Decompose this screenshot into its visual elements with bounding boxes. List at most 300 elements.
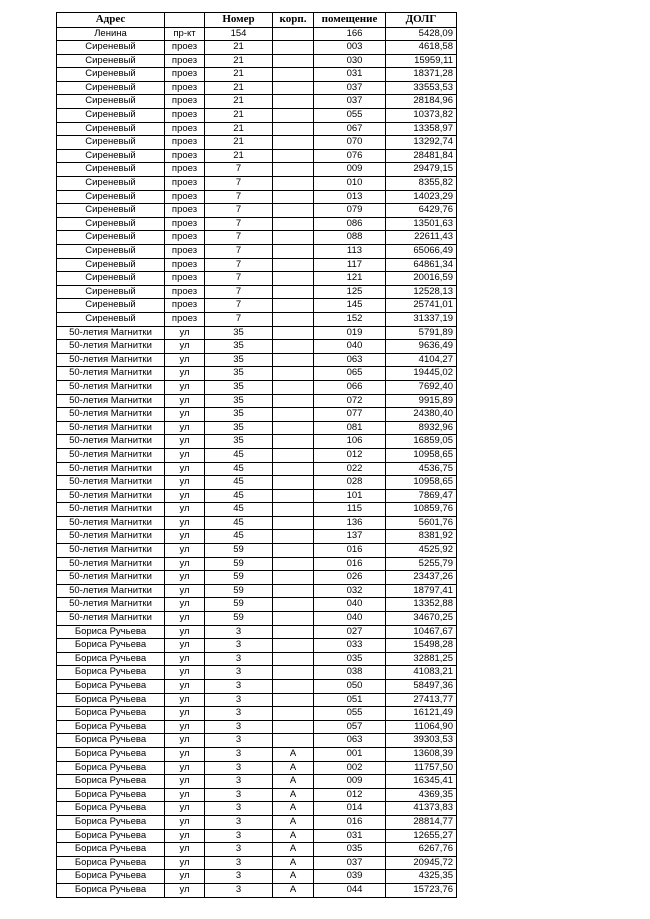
cell-number: 3 [205,680,273,694]
cell-number: 7 [205,285,273,299]
cell-debt: 27413,77 [386,693,457,707]
cell-room: 077 [314,408,386,422]
cell-number: 45 [205,489,273,503]
cell-debt: 15723,76 [386,883,457,897]
cell-address: Бориса Ручьева [57,720,165,734]
cell-address: 50-летия Магнитки [57,544,165,558]
cell-number: 59 [205,557,273,571]
cell-street-type: ул [165,747,205,761]
cell-number: 3 [205,693,273,707]
cell-address: Сиреневый [57,95,165,109]
cell-room: 001 [314,747,386,761]
cell-address: 50-летия Магнитки [57,612,165,626]
cell-debt: 13501,63 [386,217,457,231]
cell-address: Сиреневый [57,272,165,286]
cell-number: 3 [205,802,273,816]
table-row [57,802,457,816]
cell-room: 009 [314,775,386,789]
table-row [57,190,457,204]
cell-debt: 58497,36 [386,680,457,694]
cell-building [273,462,314,476]
cell-debt: 31337,19 [386,312,457,326]
cell-address: Сиреневый [57,68,165,82]
cell-number: 3 [205,707,273,721]
cell-street-type: ул [165,394,205,408]
table-row [57,394,457,408]
cell-building [273,27,314,41]
cell-number: 3 [205,625,273,639]
cell-number: 21 [205,149,273,163]
cell-street-type: ул [165,639,205,653]
table-row [57,584,457,598]
cell-address: 50-летия Магнитки [57,584,165,598]
cell-debt: 7692,40 [386,380,457,394]
table-row [57,775,457,789]
cell-address: Сиреневый [57,163,165,177]
table-row [57,870,457,884]
cell-street-type: проез [165,272,205,286]
cell-address: Бориса Ручьева [57,761,165,775]
cell-street-type: ул [165,788,205,802]
cell-number: 45 [205,530,273,544]
cell-street-type: ул [165,380,205,394]
table-row [57,27,457,41]
table-row [57,625,457,639]
cell-number: 3 [205,747,273,761]
cell-debt: 13608,39 [386,747,457,761]
cell-street-type: пр-кт [165,27,205,41]
cell-room: 009 [314,163,386,177]
cell-debt: 39303,53 [386,734,457,748]
cell-building [273,408,314,422]
table-row [57,177,457,191]
cell-debt: 7869,47 [386,489,457,503]
cell-building [273,136,314,150]
cell-number: 21 [205,68,273,82]
cell-address: Сиреневый [57,258,165,272]
table-row [57,856,457,870]
cell-room: 031 [314,68,386,82]
cell-street-type: проез [165,136,205,150]
cell-address: Бориса Ручьева [57,802,165,816]
cell-number: 35 [205,435,273,449]
cell-building [273,149,314,163]
cell-number: 35 [205,340,273,354]
cell-address: Сиреневый [57,109,165,123]
table-row [57,476,457,490]
cell-room: 057 [314,720,386,734]
cell-street-type: ул [165,680,205,694]
cell-room: 067 [314,122,386,136]
cell-address: Сиреневый [57,245,165,259]
cell-building: А [273,856,314,870]
cell-room: 044 [314,883,386,897]
cell-building [273,394,314,408]
cell-address: Бориса Ручьева [57,747,165,761]
cell-building [273,204,314,218]
cell-debt: 8932,96 [386,421,457,435]
cell-room: 166 [314,27,386,41]
cell-number: 3 [205,883,273,897]
cell-room: 088 [314,231,386,245]
cell-building [273,326,314,340]
cell-street-type: ул [165,720,205,734]
table-row [57,666,457,680]
cell-room: 016 [314,557,386,571]
table-row [57,285,457,299]
cell-room: 055 [314,109,386,123]
table-row [57,720,457,734]
cell-room: 115 [314,503,386,517]
cell-street-type: проез [165,285,205,299]
cell-address: 50-летия Магнитки [57,353,165,367]
cell-street-type: проез [165,41,205,55]
cell-address: Бориса Ручьева [57,775,165,789]
cell-room: 030 [314,54,386,68]
cell-number: 3 [205,720,273,734]
cell-building [273,122,314,136]
table-row [57,435,457,449]
table-row [57,353,457,367]
table-row [57,530,457,544]
table-row [57,544,457,558]
cell-address: 50-летия Магнитки [57,340,165,354]
cell-room: 065 [314,367,386,381]
cell-number: 35 [205,408,273,422]
cell-address: Ленина [57,27,165,41]
cell-number: 21 [205,136,273,150]
cell-street-type: ул [165,843,205,857]
cell-debt: 12655,27 [386,829,457,843]
cell-address: 50-летия Магнитки [57,516,165,530]
cell-address: 50-летия Магнитки [57,462,165,476]
cell-building [273,81,314,95]
cell-street-type: ул [165,476,205,490]
cell-room: 076 [314,149,386,163]
cell-room: 081 [314,421,386,435]
cell-street-type: ул [165,326,205,340]
cell-street-type: ул [165,448,205,462]
table-row [57,258,457,272]
cell-room: 039 [314,870,386,884]
cell-building [273,380,314,394]
cell-street-type: ул [165,408,205,422]
cell-room: 014 [314,802,386,816]
cell-street-type: ул [165,530,205,544]
table-row [57,95,457,109]
cell-debt: 9636,49 [386,340,457,354]
cell-debt: 28481,84 [386,149,457,163]
cell-address: Бориса Ручьева [57,870,165,884]
cell-address: Бориса Ручьева [57,843,165,857]
cell-address: 50-летия Магнитки [57,435,165,449]
cell-street-type: проез [165,54,205,68]
cell-room: 066 [314,380,386,394]
cell-number: 7 [205,217,273,231]
cell-debt: 18797,41 [386,584,457,598]
cell-number: 21 [205,109,273,123]
cell-room: 003 [314,41,386,55]
cell-street-type: ул [165,829,205,843]
cell-street-type: ул [165,489,205,503]
cell-building [273,652,314,666]
cell-debt: 11757,50 [386,761,457,775]
cell-debt: 41083,21 [386,666,457,680]
cell-debt: 65066,49 [386,245,457,259]
cell-room: 063 [314,734,386,748]
cell-building [273,41,314,55]
cell-debt: 11064,90 [386,720,457,734]
cell-building: А [273,775,314,789]
cell-number: 21 [205,122,273,136]
cell-address: Сиреневый [57,285,165,299]
cell-street-type: ул [165,421,205,435]
table-row [57,843,457,857]
cell-room: 040 [314,612,386,626]
table-row [57,707,457,721]
cell-building [273,367,314,381]
cell-room: 055 [314,707,386,721]
cell-room: 016 [314,815,386,829]
cell-building [273,163,314,177]
table-row [57,217,457,231]
cell-building [273,707,314,721]
cell-address: Сиреневый [57,149,165,163]
cell-address: Бориса Ручьева [57,829,165,843]
cell-number: 45 [205,516,273,530]
cell-room: 012 [314,448,386,462]
cell-street-type: проез [165,81,205,95]
cell-address: Бориса Ручьева [57,693,165,707]
cell-building [273,435,314,449]
cell-address: Сиреневый [57,41,165,55]
cell-address: 50-летия Магнитки [57,557,165,571]
cell-building [273,612,314,626]
table-row [57,109,457,123]
table-row [57,761,457,775]
table-row [57,557,457,571]
cell-debt: 29479,15 [386,163,457,177]
cell-street-type: проез [165,163,205,177]
cell-number: 59 [205,584,273,598]
cell-address: Сиреневый [57,54,165,68]
cell-street-type: проез [165,95,205,109]
cell-building [273,258,314,272]
table-row [57,734,457,748]
cell-street-type: ул [165,462,205,476]
cell-street-type: ул [165,652,205,666]
cell-address: Сиреневый [57,81,165,95]
cell-address: 50-летия Магнитки [57,489,165,503]
cell-debt: 4536,75 [386,462,457,476]
cell-number: 7 [205,312,273,326]
cell-number: 7 [205,231,273,245]
header-debt: ДОЛГ [386,13,457,28]
cell-room: 026 [314,571,386,585]
cell-building [273,625,314,639]
cell-number: 154 [205,27,273,41]
cell-number: 3 [205,775,273,789]
cell-debt: 20945,72 [386,856,457,870]
cell-debt: 4618,58 [386,41,457,55]
cell-debt: 41373,83 [386,802,457,816]
table-row [57,340,457,354]
cell-debt: 10958,65 [386,448,457,462]
cell-building: А [273,870,314,884]
table-row [57,326,457,340]
table-row [57,204,457,218]
cell-debt: 9915,89 [386,394,457,408]
cell-street-type: проез [165,312,205,326]
cell-building [273,584,314,598]
cell-address: 50-летия Магнитки [57,394,165,408]
cell-address: Сиреневый [57,136,165,150]
cell-address: 50-летия Магнитки [57,380,165,394]
cell-room: 028 [314,476,386,490]
cell-number: 35 [205,421,273,435]
cell-room: 152 [314,312,386,326]
cell-number: 7 [205,272,273,286]
cell-street-type: проез [165,231,205,245]
cell-building [273,68,314,82]
cell-room: 032 [314,584,386,598]
cell-room: 002 [314,761,386,775]
table-row [57,829,457,843]
cell-address: Сиреневый [57,299,165,313]
cell-number: 7 [205,245,273,259]
cell-street-type: проез [165,217,205,231]
cell-number: 21 [205,54,273,68]
cell-building [273,340,314,354]
cell-number: 21 [205,81,273,95]
cell-building [273,299,314,313]
cell-room: 035 [314,843,386,857]
cell-room: 051 [314,693,386,707]
cell-building: А [273,815,314,829]
cell-number: 7 [205,258,273,272]
cell-building: А [273,843,314,857]
table-row [57,231,457,245]
cell-debt: 28184,96 [386,95,457,109]
header-number: Номер [205,13,273,28]
table-row [57,516,457,530]
cell-number: 21 [205,41,273,55]
cell-street-type: ул [165,815,205,829]
cell-street-type: ул [165,367,205,381]
cell-debt: 14023,29 [386,190,457,204]
cell-debt: 10373,82 [386,109,457,123]
table-row [57,680,457,694]
cell-number: 21 [205,95,273,109]
cell-debt: 22611,43 [386,231,457,245]
table-row [57,149,457,163]
cell-building [273,516,314,530]
cell-number: 59 [205,544,273,558]
cell-address: 50-летия Магнитки [57,367,165,381]
table-body [57,27,457,897]
cell-building [273,680,314,694]
cell-street-type: ул [165,516,205,530]
cell-building [273,476,314,490]
cell-number: 3 [205,856,273,870]
cell-debt: 25741,01 [386,299,457,313]
table-row [57,448,457,462]
cell-debt: 13358,97 [386,122,457,136]
cell-street-type: проез [165,109,205,123]
cell-room: 010 [314,177,386,191]
header-building: корп. [273,13,314,28]
cell-building [273,666,314,680]
table-row [57,54,457,68]
cell-number: 45 [205,448,273,462]
cell-building [273,489,314,503]
cell-debt: 28814,77 [386,815,457,829]
header-room: помещение [314,13,386,28]
cell-street-type: ул [165,625,205,639]
cell-building [273,571,314,585]
cell-street-type: ул [165,544,205,558]
cell-debt: 13292,74 [386,136,457,150]
cell-number: 35 [205,367,273,381]
cell-debt: 32881,25 [386,652,457,666]
cell-number: 59 [205,598,273,612]
cell-room: 037 [314,95,386,109]
cell-street-type: ул [165,666,205,680]
header-row [57,13,457,28]
table-row [57,815,457,829]
cell-building: А [273,761,314,775]
table-row [57,122,457,136]
table-row [57,571,457,585]
cell-street-type: ул [165,584,205,598]
table-row [57,81,457,95]
cell-room: 121 [314,272,386,286]
cell-building: А [273,802,314,816]
cell-number: 59 [205,571,273,585]
cell-room: 070 [314,136,386,150]
table-row [57,299,457,313]
cell-building [273,557,314,571]
cell-room: 016 [314,544,386,558]
cell-street-type: ул [165,856,205,870]
table-row [57,421,457,435]
cell-address: 50-летия Магнитки [57,421,165,435]
table-row [57,245,457,259]
cell-building [273,693,314,707]
cell-street-type: проез [165,122,205,136]
table-row [57,272,457,286]
cell-building [273,734,314,748]
cell-room: 117 [314,258,386,272]
cell-number: 3 [205,815,273,829]
cell-number: 3 [205,788,273,802]
cell-address: Сиреневый [57,177,165,191]
table-row [57,68,457,82]
cell-number: 7 [205,299,273,313]
cell-address: 50-летия Магнитки [57,503,165,517]
cell-street-type: ул [165,503,205,517]
table-row [57,503,457,517]
cell-room: 136 [314,516,386,530]
cell-address: Бориса Ручьева [57,639,165,653]
cell-street-type: ул [165,707,205,721]
cell-debt: 15498,28 [386,639,457,653]
table-row [57,367,457,381]
cell-number: 45 [205,503,273,517]
table-row [57,693,457,707]
cell-number: 3 [205,843,273,857]
cell-number: 45 [205,476,273,490]
